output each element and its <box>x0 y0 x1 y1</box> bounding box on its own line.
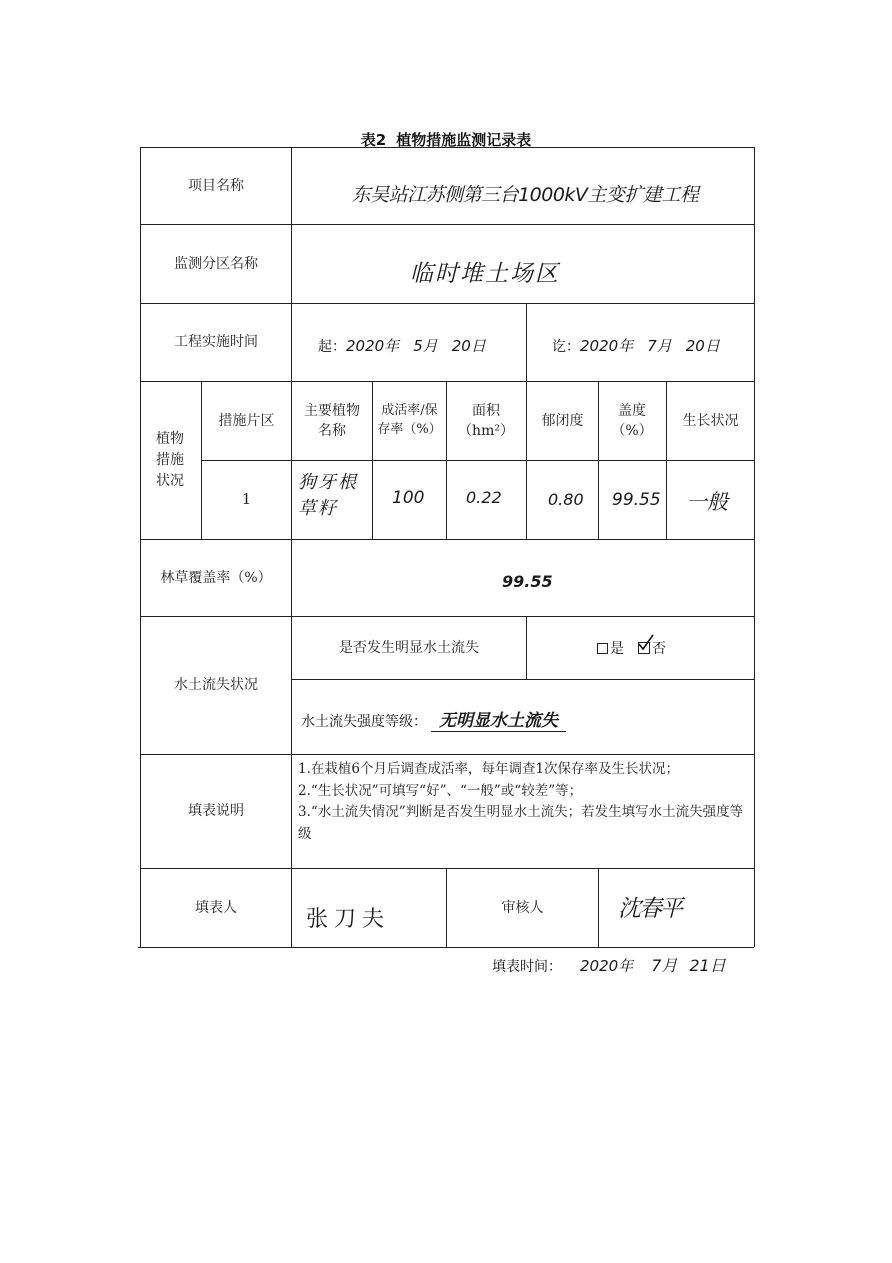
cell-growth: 一般 <box>686 490 728 514</box>
fill-date-day: 21日 <box>689 956 726 975</box>
filler-label: 填表人 <box>195 899 237 916</box>
grade-value: 无明显水土流失 <box>431 706 566 732</box>
fill-date-month: 7月 <box>651 956 678 975</box>
cell-survival: 100 <box>392 488 425 508</box>
cell-coverage: 99.55 <box>612 490 661 510</box>
table-number: 表2 <box>360 131 387 149</box>
cell-area: 1 <box>241 490 252 509</box>
yes-checkbox[interactable] <box>597 643 608 654</box>
reviewer-signature: 沈春平 <box>618 896 681 922</box>
yes-label: 是 <box>610 641 624 657</box>
fill-date-label: 填表时间： <box>492 959 562 975</box>
zone-name-label: 监测分区名称 <box>174 255 258 272</box>
grade-label: 水土流失强度等级： <box>301 714 427 730</box>
forest-coverage-value: 99.55 <box>502 572 553 591</box>
header-plant: 主要植物名称 <box>304 402 360 439</box>
notes-body <box>298 759 750 845</box>
filler-signature: 张刀夫 <box>306 907 391 932</box>
table-title: 植物措施监测记录表 <box>396 131 532 149</box>
soil-loss-grade <box>301 706 566 732</box>
fill-date <box>492 953 726 976</box>
note-line-2: 2.“生长状况”可填写“好”、“一般”或“较差”等； <box>298 782 583 799</box>
header-canopy: 郁闭度 <box>541 412 584 429</box>
note-line-3: 3.“水土流失情况”判断是否发生明显水土流失；若发生填写水土流失强度等级 <box>298 804 744 842</box>
zone-name-value: 临时堆土场区 <box>410 261 560 287</box>
forest-coverage-label: 林草覆盖率（%） <box>160 569 272 586</box>
header-survival: 成活率/保存率（%） <box>377 403 442 437</box>
schedule-start: 起：2020年 5月 20日 <box>318 337 486 355</box>
soil-loss-label: 水土流失状况 <box>174 677 258 694</box>
header-size: 面积（hm²） <box>458 402 514 439</box>
schedule-label: 工程实施时间 <box>174 334 258 351</box>
schedule-end: 讫：2020年 7月 20日 <box>552 337 720 355</box>
no-label: 否 <box>652 641 666 657</box>
reviewer-label: 审核人 <box>501 899 544 916</box>
fill-date-year: 2020年 <box>580 957 634 975</box>
note-line-1: 1.在栽植6个月后调查成活率，每年调查1次保存率及生长状况； <box>298 761 680 777</box>
project-name-label: 项目名称 <box>188 177 244 194</box>
check-mark-icon <box>637 634 655 652</box>
soil-loss-choice <box>597 638 666 658</box>
measures-group-label: 植物措施状况 <box>156 431 184 489</box>
no-checkbox[interactable] <box>638 642 650 654</box>
cell-plant: 狗牙根草籽 <box>298 472 358 519</box>
soil-loss-question: 是否发生明显水土流失 <box>339 639 479 656</box>
header-growth: 生长状况 <box>682 412 739 429</box>
header-area: 措施片区 <box>218 412 275 429</box>
cell-canopy: 0.80 <box>548 490 584 509</box>
notes-label: 填表说明 <box>188 803 244 820</box>
project-name-value: 东吴站江苏侧第三台1000kV主变扩建工程 <box>351 184 699 206</box>
header-coverage: 盖度（%） <box>611 402 653 439</box>
cell-size: 0.22 <box>466 488 502 507</box>
